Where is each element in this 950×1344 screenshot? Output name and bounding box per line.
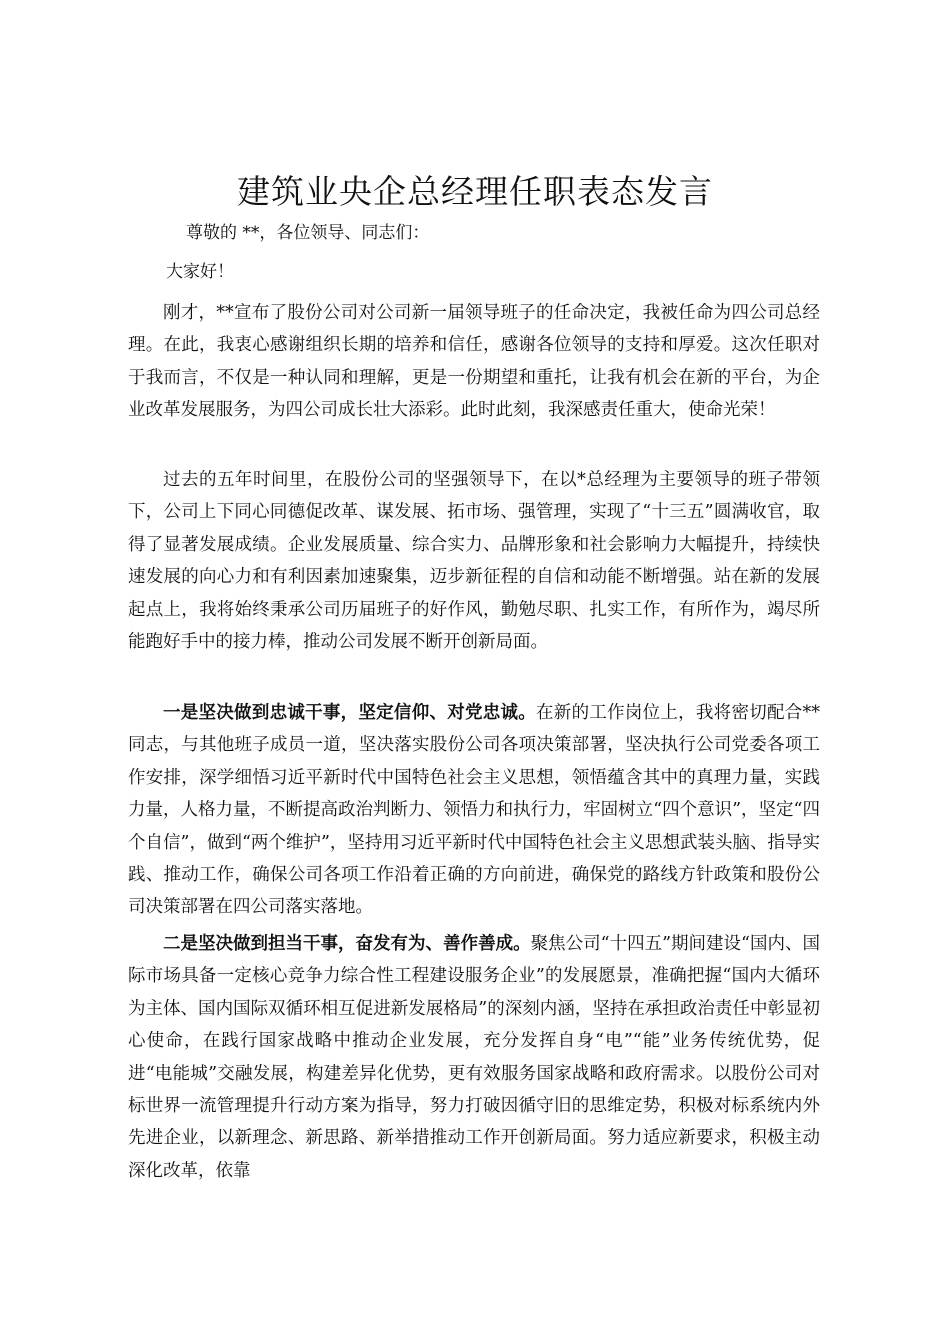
paragraph-body: 刚才，**宣布了股份公司对公司新一届领导班子的任命决定，我被任命为四公司总经理。在此，我衷心感谢组织长期的培养和信任，感谢各位领导的支持和厚爱。这次任职对于我而言，不仅是一种认同和理解，更是一份期望和重托，让我有机会在新的平台，为企业改革发展服务，为四公司成长壮大添彩。此时此刻，我深感责任重大，使命光荣！: [128, 303, 820, 421]
salutation: 尊敬的 **，各位领导、同志们：: [186, 223, 430, 243]
paragraph-body: 聚焦公司“十四五”期间建设“国内、国际市场具备一定核心竞争力综合性工程建设服务企业”的发展愿景，准确把握“国内大循环为主体、国内国际双循环相互促进新发展格局”的深刻内涵，坚持在承担政治责任中彰显初心使命，在践行国家战略中推动企业发展，充分发挥自身“电”“能”业务传统优势，促进“电能城”交融发展，构建差异化优势，更有效服务国家战略和政府需求。以股份公司对标世界一流管理提升行动方案为指导，努力打破因循守旧的思维定势，积极对标系统内外先进企业，以新理念、新思路、新举措推动工作开创新局面。努力适应新要求，积极主动深化改革，依靠: [128, 934, 821, 1181]
paragraph-body: 在新的工作岗位上，我将密切配合**同志，与其他班子成员一道，坚决落实股份公司各项决策部署，坚决执行公司党委各项工作安排，深学细悟习近平新时代中国特色社会主义思想，领悟蕴含其中的真理力量，实践力量，人格力量，不断提高政治判断力、领悟力和执行力，牢固树立“四个意识”，坚定“四个自信”，做到“两个维护”，坚持用习近平新时代中国特色社会主义思想武装头脑、指导实践、推动工作，确保公司各项工作沿着正确的方向前进，确保党的路线方针政策和股份公司决策部署在四公司落实落地。: [128, 703, 821, 918]
document-title: 建筑业央企总经理任职表态发言: [237, 172, 713, 211]
paragraph-lead: 一是坚决做到忠诚干事，坚定信仰、对党忠诚。: [163, 703, 537, 723]
paragraph-point-one: [128, 697, 820, 924]
greeting: 大家好！: [166, 262, 234, 282]
paragraph-body: 过去的五年时间里，在股份公司的坚强领导下，在以*总经理为主要领导的班子带领下，公司上下同心同德促改革、谋发展、拓市场、强管理，实现了“十三五”圆满收官，取得了显著发展成绩。企业发展质量、综合实力、品牌形象和社会影响力大幅提升，持续快速发展的向心力和有利因素加速聚集，迈步新征程的自信和动能不断增强。站在新的发展起点上，我将始终秉承公司历届班子的好作风，勤勉尽职、扎实工作，有所作为，竭尽所能跑好手中的接力棒，推动公司发展不断开创新局面。: [128, 470, 820, 653]
paragraph-point-two: [128, 928, 820, 1187]
paragraph-lead: 二是坚决做到担当干事，奋发有为、善作善成。: [163, 934, 531, 954]
paragraph-appointment: [128, 297, 820, 427]
paragraph-past-five-years: [128, 464, 820, 658]
